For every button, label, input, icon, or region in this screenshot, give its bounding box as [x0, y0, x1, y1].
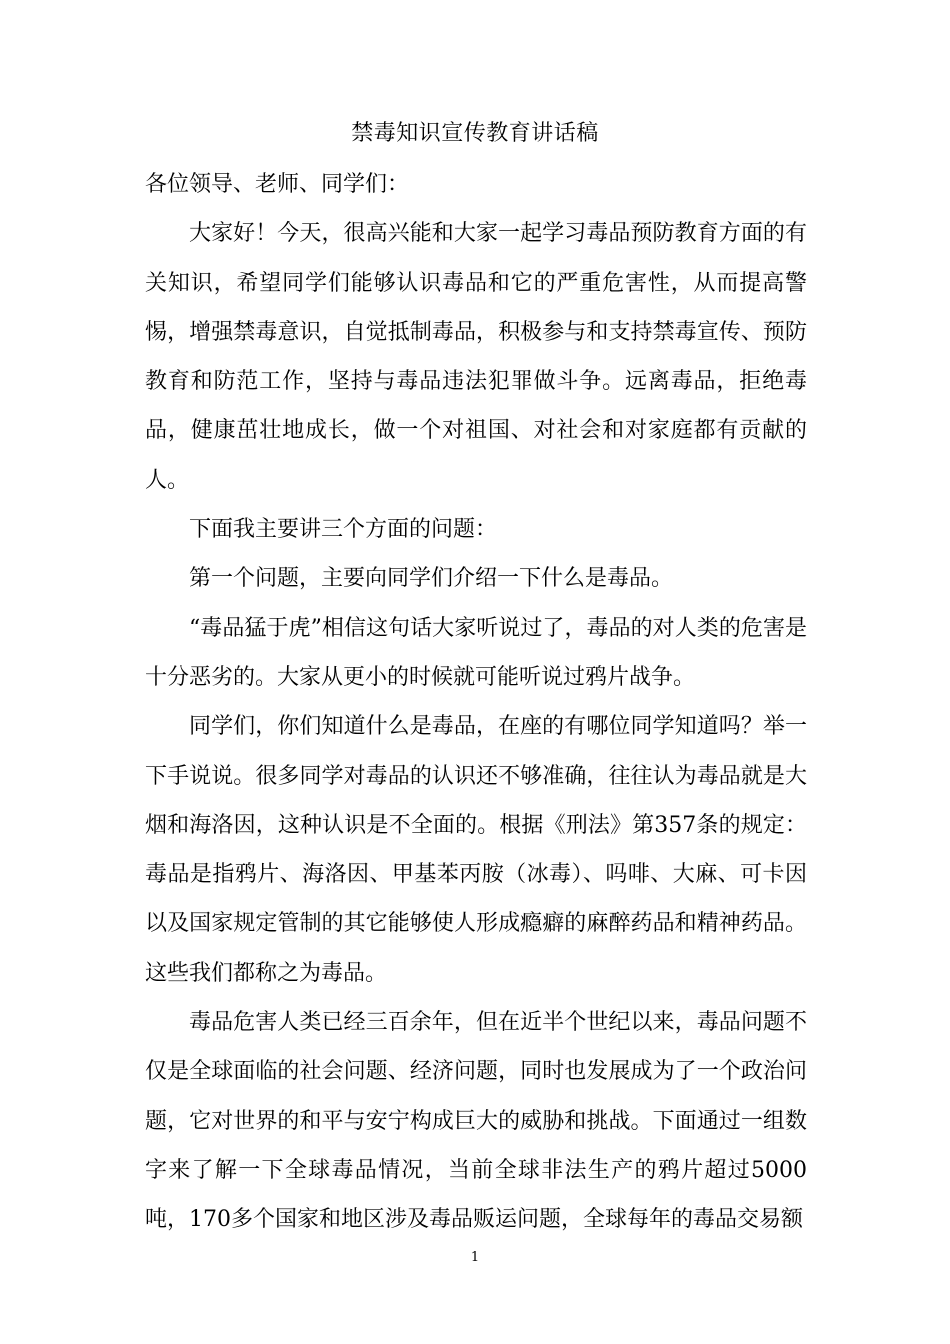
page-number: 1	[470, 1250, 480, 1265]
salutation: 各位领导、老师、同学们：	[145, 172, 410, 197]
page-title: 禁毒知识宣传教育讲话稿	[351, 121, 599, 146]
paragraph-definition: 同学们，你们知道什么是毒品，在座的有哪位同学知道吗？举一下手说说。很多同学对毒品的认识还不够准确，往往认为毒品就是大烟和海洛因，这种认识是不全面的。根据《刑法》第357条的规定：毒品是指鸦片、海洛因、甲基苯丙胺（冰毒）、吗啡、大麻、可卡因以及国家规定管制的其它能够使人形成瘾癖的麻醉药品和精神药品。这些我们都称之为毒品。	[145, 714, 807, 986]
paragraph-quote: “毒品猛于虎”相信这句话大家听说过了，毒品的对人类的危害是十分恶劣的。大家从更小的时候就可能听说过鸦片战争。	[145, 615, 807, 690]
paragraph-first-topic: 第一个问题，主要向同学们介绍一下什么是毒品。	[189, 566, 674, 592]
paragraph-outline: 下面我主要讲三个方面的问题：	[189, 517, 498, 543]
paragraph-greeting: 大家好！今天，很高兴能和大家一起学习毒品预防教育方面的有关知识，希望同学们能够认识毒品和它的严重危害性，从而提高警惕，增强禁毒意识，自觉抵制毒品，积极参与和支持禁毒宣传、预防教育和防范工作，坚持与毒品违法犯罪做斗争。远离毒品，拒绝毒品，健康茁壮地成长，做一个对祖国、对社会和对家庭都有贡献的人。	[145, 221, 807, 493]
paragraph-global-situation: 毒品危害人类已经三百余年，但在近半个世纪以来，毒品问题不仅是全球面临的社会问题、经济问题，同时也发展成为了一个政治问题，它对世界的和平与安宁构成巨大的威胁和挑战。下面通过一组数字来了解一下全球毒品情况，当前全球非法生产的鸦片超过5000吨，170多个国家和地区涉及毒品贩运问题，全球每年的毒品交易额	[145, 1010, 807, 1233]
document-body	[145, 160, 807, 1245]
